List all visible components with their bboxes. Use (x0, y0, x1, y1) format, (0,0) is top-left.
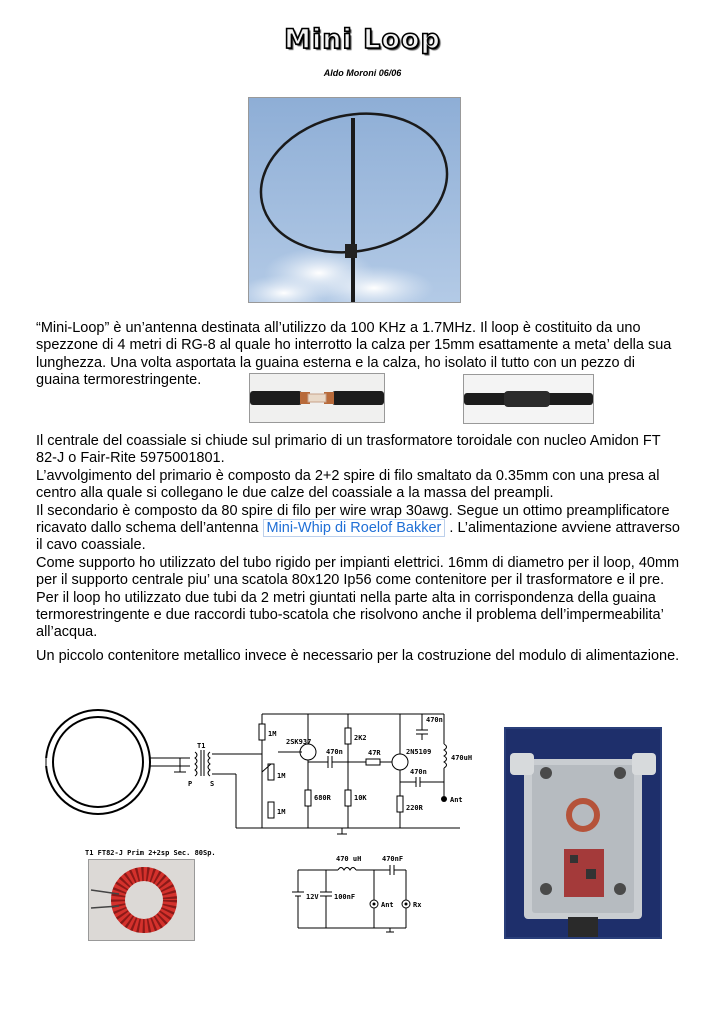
svg-text:470 uH: 470 uH (336, 855, 362, 863)
svg-text:470nF: 470nF (382, 855, 404, 863)
power-module-paragraph: Un piccolo contenitore metallico invece è necessario per la costruzione del modulo di alimentazione. (36, 648, 680, 664)
loop-antenna-photo (248, 97, 461, 303)
description-paragraph: Il centrale del coassiale si chiude sul primario di un trasformatore toroidale con nucleo Amidon FT 82-J o Fair-Rite 5975001801. L’avvolgimento del primario è composto da 2+2 spire di filo smaltato da 0.35mm con una presa al centro alla quale si collegano le due calze del coassiale a la massa del preampli. Il secondario è composto da 80 spire di filo per wire wrap 30awg. Segue un ottimo preamplificatore ricavato dallo schema dell’antenna Mini-Whip di Roelof Bakker . L’alimentazione avviene attraverso il cavo coassiale. Come supporto ho utilizzato del tubo rigido per impianti elettrici. 16mm di diametro per il loop, 40mm per il supporto centrale piu’ una scatola 80x120 Ip56 come contenitore per il trasformatore e il pre. Per il loop ho utilizzato due tubi da 2 metri giuntati nella parte alta in corrispondenza della guaina termorestringente e due raccordi tubo-scatola che risolvono anche il problema dell’impermeabilita’ all’acqua. (36, 433, 680, 641)
power-supply-schematic (286, 852, 436, 936)
svg-text:470n: 470n (326, 748, 343, 756)
svg-text:Ant: Ant (450, 796, 463, 804)
t1-label: T1 (197, 742, 206, 750)
svg-text:1M: 1M (277, 808, 286, 816)
svg-text:470n: 470n (410, 768, 427, 776)
secondary-label: S (210, 780, 215, 788)
svg-text:2N5109: 2N5109 (406, 748, 432, 756)
svg-text:680R: 680R (314, 794, 331, 802)
cable-stripped-photo (249, 373, 385, 423)
svg-text:2K2: 2K2 (354, 734, 367, 742)
intro-paragraph: “Mini-Loop” è un’antenna destinata all’utilizzo da 100 KHz a 1.7MHz. Il loop è costituito da uno spezzone di 4 metri di RG-8 al quale ho interrotto la calza per 15mm esattamente a meta’ della sua lunghezza. Una volta asportata la guaina esterna e la calza, ho isolato il tutto con un pezzo di guaina termorestringente. (36, 320, 672, 389)
svg-text:47R: 47R (368, 749, 381, 757)
svg-text:10K: 10K (354, 794, 367, 802)
svg-text:220R: 220R (406, 804, 423, 812)
cable-sleeved-photo (463, 374, 594, 424)
enclosure-photo (504, 727, 662, 939)
svg-text:1M: 1M (268, 730, 277, 738)
t1-caption: T1 FT82-J Prim 2+2sp Sec. 80Sp. (85, 849, 216, 857)
svg-text:Rx: Rx (413, 901, 422, 909)
preamp-schematic (40, 700, 480, 840)
svg-text:1M: 1M (277, 772, 286, 780)
page-title: Mini Loop (284, 24, 441, 55)
author-date: Aldo Moroni 06/06 (323, 68, 402, 78)
primary-label: P (188, 780, 193, 788)
mini-whip-link[interactable]: Mini-Whip di Roelof Bakker (263, 519, 446, 537)
svg-text:470uH: 470uH (451, 754, 473, 762)
svg-text:2SK937: 2SK937 (286, 738, 312, 746)
svg-text:100nF: 100nF (334, 893, 356, 901)
svg-text:Ant: Ant (381, 901, 394, 909)
toroid-photo (88, 859, 195, 941)
svg-text:12V: 12V (306, 893, 319, 901)
svg-text:470n: 470n (426, 716, 443, 724)
